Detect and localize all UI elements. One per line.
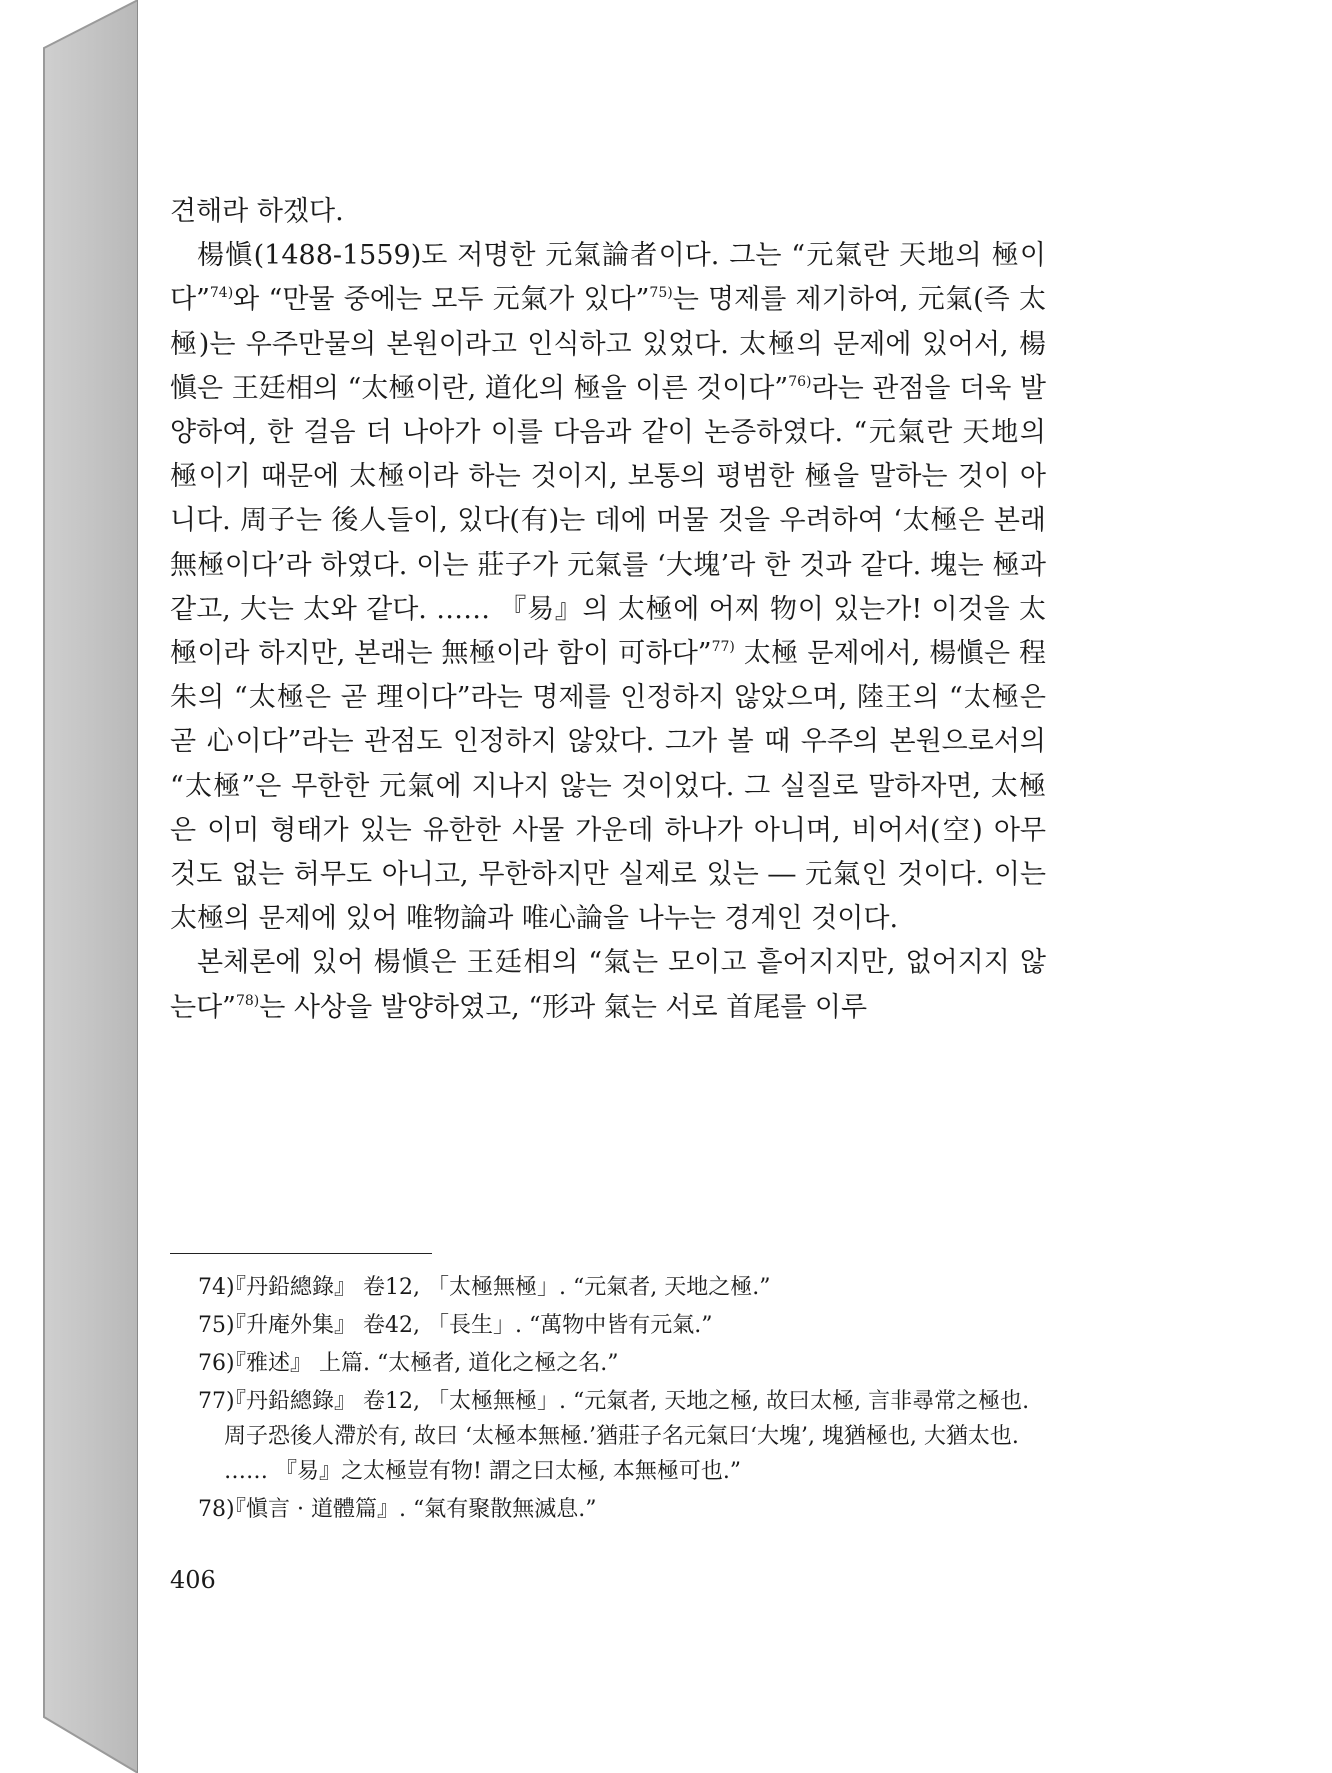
- footnote-78: [170, 1492, 1046, 1527]
- footnote-number: 74): [198, 1275, 235, 1300]
- footnote-ref-76[interactable]: 76): [788, 373, 812, 390]
- footnote-ref-77[interactable]: 77): [711, 639, 735, 656]
- paragraph-3-text-a: 본체론에 있어 楊愼은 王廷相의 “氣는 모이고 흩어지지만, 없어지지 않는다”: [170, 947, 1046, 1023]
- footnote-divider: [170, 1253, 432, 1254]
- paragraph-3: [170, 941, 1046, 1029]
- footnotes: [170, 1270, 1046, 1530]
- paragraph-2-text-a: 楊愼(1488-1559)도 저명한 元氣論者이다. 그는 “元氣란 天地의 極이다”: [170, 240, 1046, 316]
- paragraph-2-text-c: 는 명제를 제기하여, 元氣(즉 太極)는 우주만물의 본원이라고 인식하고 있었다. 太極의 문제에 있어서, 楊愼은 王廷相의 “太極이란, 道化의 極을 이른 것이다”: [170, 284, 1046, 404]
- footnote-75: [170, 1308, 1046, 1343]
- footnote-76: [170, 1346, 1046, 1381]
- footnote-ref-74[interactable]: 74): [209, 285, 234, 302]
- footnote-ref-78[interactable]: 78): [235, 992, 260, 1009]
- footnote-text: 『愼言 · 道體篇』. “氣有聚散無滅息.”: [224, 1497, 597, 1522]
- footnote-number: 77): [198, 1389, 235, 1414]
- footnote-number: 75): [198, 1313, 235, 1338]
- footnote-text: 『升庵外集』 卷42, 「長生」. “萬物中皆有元氣.”: [224, 1313, 713, 1338]
- footnote-number: 76): [198, 1351, 235, 1376]
- paragraph-2-text-b: 와 “만물 중에는 모두 元氣가 있다”: [233, 284, 650, 316]
- footnote-ref-75[interactable]: 75): [649, 285, 673, 302]
- paragraph-1: [170, 190, 1046, 234]
- footnote-text: 『丹鉛總錄』 卷12, 「太極無極」. “元氣者, 天地之極, 故曰太極, 言非尋常之極也. 周子恐後人滯於有, 故曰 ‘太極本無極.’猶莊子名元氣曰‘大塊’, 塊猶極也, 大猶太也. …… 『易』之太極豈有物! 謂之曰太極, 本無極可也.”: [224, 1389, 1030, 1484]
- paragraph-3-text-b: 는 사상을 발양하였고, “形과 氣는 서로 首尾를 이루: [259, 991, 868, 1023]
- footnote-number: 78): [198, 1497, 235, 1522]
- footnote-text: 『丹鉛總錄』 卷12, 「太極無極」. “元氣者, 天地之極.”: [224, 1275, 771, 1300]
- paragraph-2: [170, 234, 1046, 941]
- footnote-74: [170, 1270, 1046, 1305]
- paragraph-2-text-d: 라는 관점을 더욱 발양하여, 한 걸음 더 나아가 이를 다음과 같이 논증하였다. “元氣란 天地의 極이기 때문에 太極이라 하는 것이지, 보통의 평범한 極을 말하는 것이 아니다. 周子는 後人들이, 있다(有)는 데에 머물 것을 우려하여 ‘太極은 본래 無極이다’라 하였다. 이는 莊子가 元氣를 ‘大塊’라 한 것과 같다. 塊는 極과 같고, 大는 太와 같다. …… 『易』의 太極에 어찌 物이 있는가! 이것을 太極이라 하지만, 본래는 無極이라 함이 可하다”: [170, 372, 1047, 670]
- footnote-77: [170, 1384, 1046, 1489]
- page-number: 406: [170, 1566, 216, 1594]
- paragraph-1-text: 견해라 하겠다.: [170, 196, 344, 227]
- footnote-text: 『雅述』 上篇. “太極者, 道化之極之名.”: [224, 1351, 619, 1376]
- paragraph-2-text-e: 太極 문제에서, 楊愼은 程朱의 “太極은 곧 理이다”라는 명제를 인정하지 않았으며, 陸王의 “太極은 곧 心이다”라는 관점도 인정하지 않았다. 그가 볼 때 우주의 본원으로서의 “太極”은 무한한 元氣에 지나지 않는 것이었다. 그 실질로 말하자면, 太極은 이미 형태가 있는 유한한 사물 가운데 하나가 아니며, 비어서(空) 아무 것도 없는 허무도 아니고, 무한하지만 실제로 있는 ― 元氣인 것이다. 이는 太極의 문제에 있어 唯物論과 唯心論을 나누는 경계인 것이다.: [170, 638, 1046, 935]
- body-text: [170, 190, 1046, 1030]
